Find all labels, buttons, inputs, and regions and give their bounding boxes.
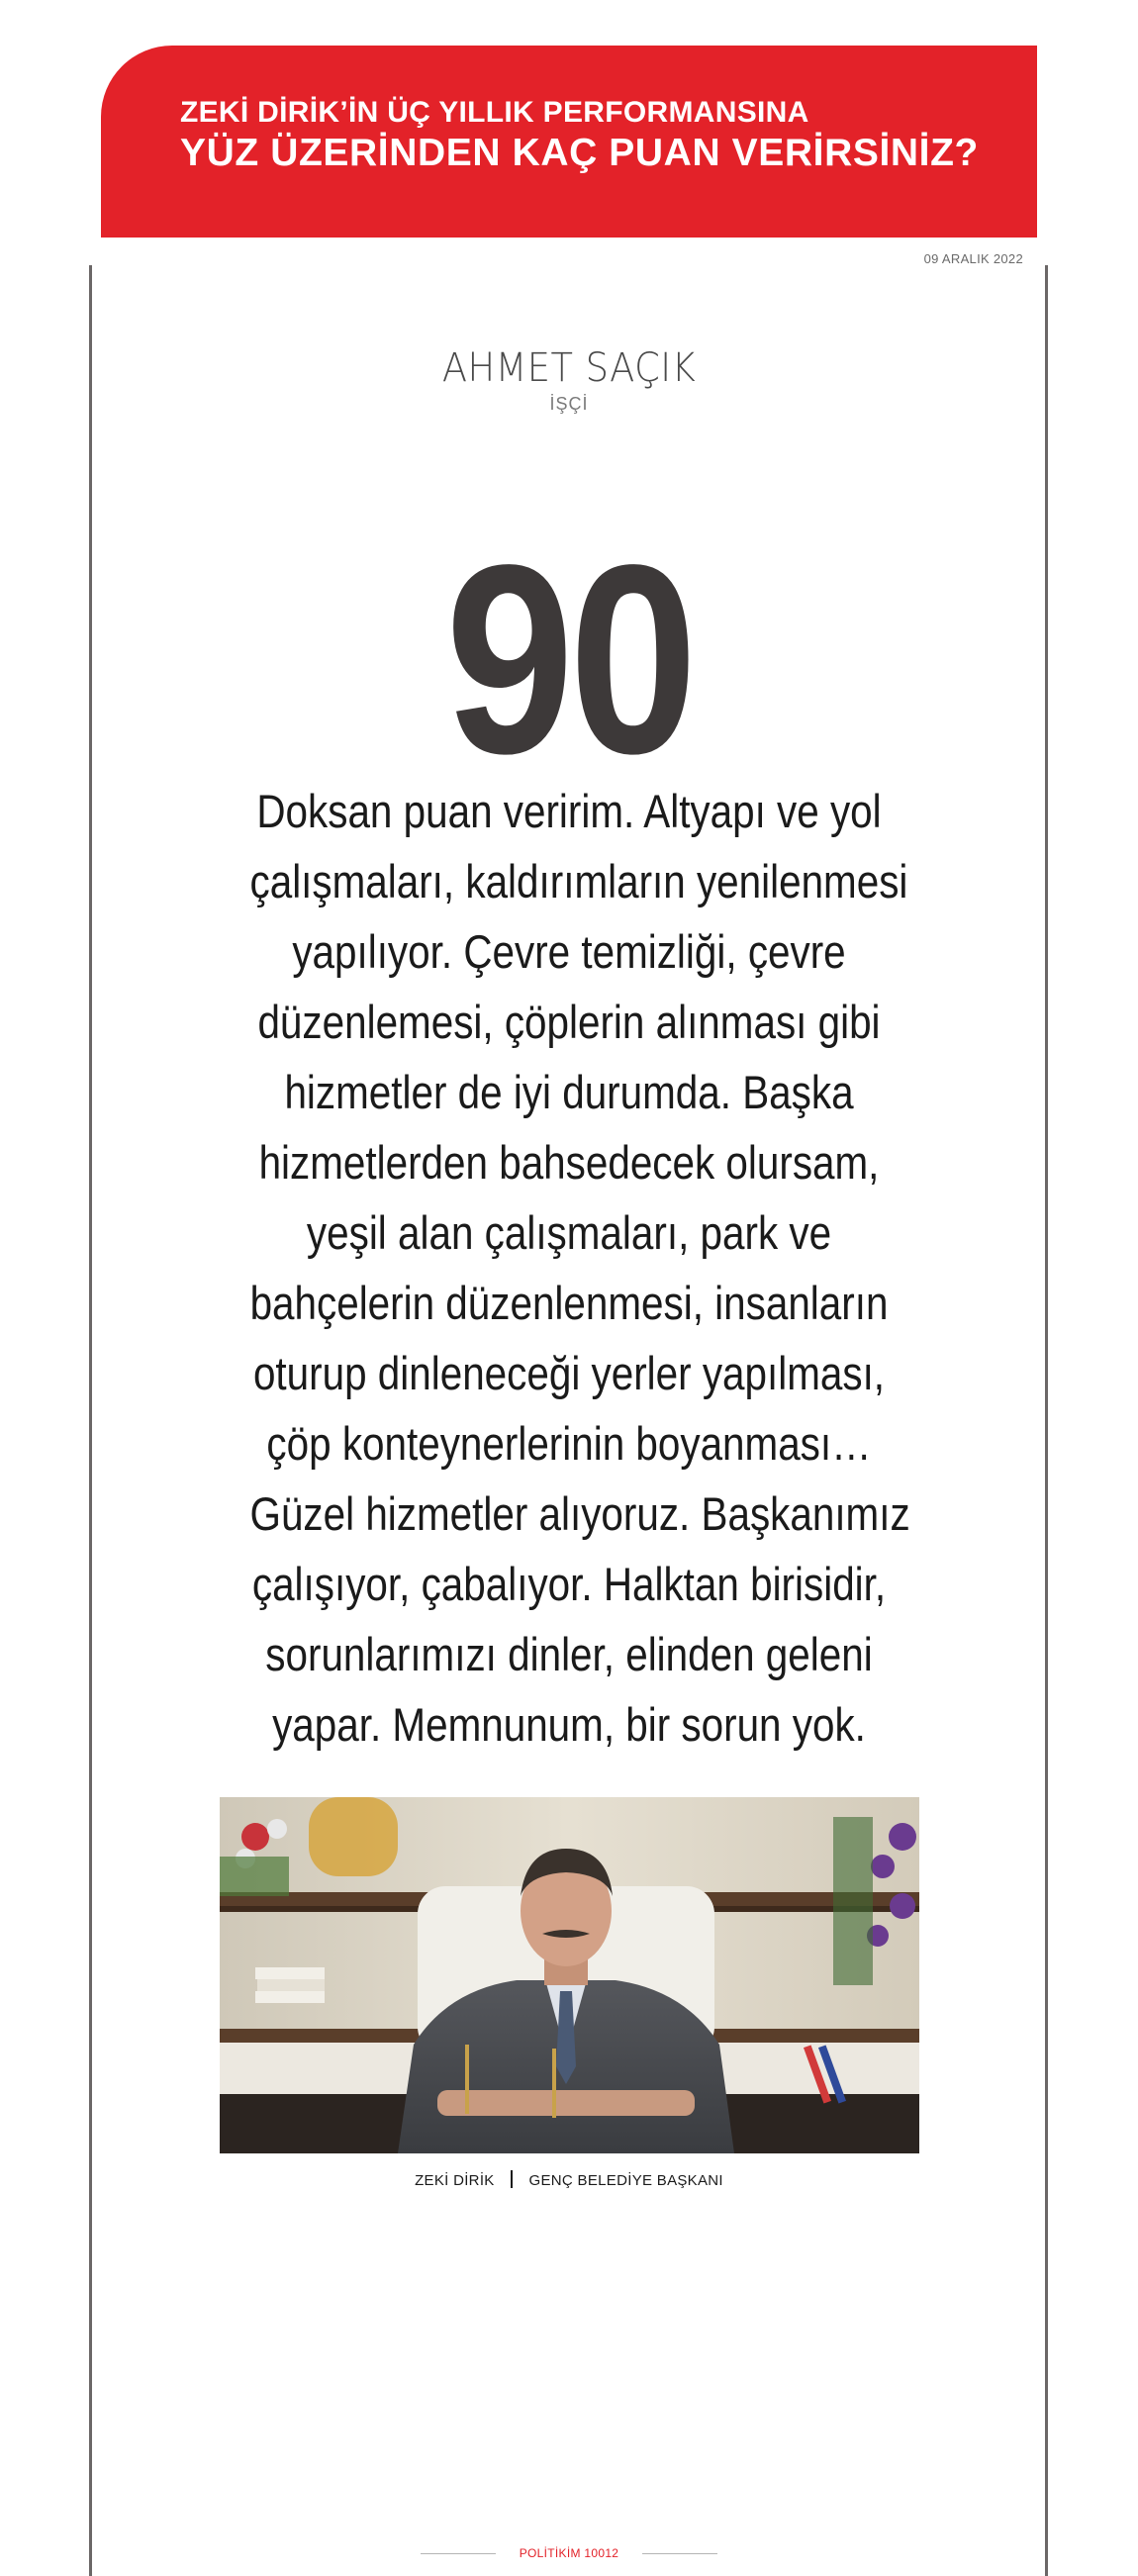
person-role: İŞÇİ [549,394,589,414]
caption-separator [511,2170,513,2188]
comment-line: Güzel hizmetler alıyoruz. Başkanımız [249,1487,910,1540]
header-subtitle: ZEKİ DİRİK’İN ÜÇ YILLIK PERFORMANSINA [180,96,809,129]
comment-line: yapılıyor. Çevre temizliği, çevre [292,925,846,978]
comment-line: hizmetler de iyi durumda. Başka [284,1066,854,1118]
caption-title: GENÇ BELEDİYE BAŞKANI [528,2172,723,2189]
header-title: YÜZ ÜZERİNDEN KAÇ PUAN VERİRSİNİZ? [180,132,979,174]
comment-line: bahçelerin düzenlenmesi, insanların [249,1277,889,1329]
comment-line: çöp konteynerlerinin boyanması… [266,1417,872,1470]
caption-name: ZEKİ DİRİK [415,2172,495,2189]
comment-line: düzenlemesi, çöplerin alınması gibi [257,996,881,1048]
score-value: 90 [445,509,693,810]
person-block [0,344,1138,415]
comment-line: Doksan puan veririm. Altyapı ve yol [256,785,882,837]
comment-text [198,776,940,1760]
mayor-photo [220,1797,919,2153]
footer-label: POLİTİKİM 10012 [519,2546,619,2560]
comment-line: sorunlarımızı dinler, elinden geleni [265,1628,873,1680]
publication-date: 09 ARALIK 2022 [923,251,1023,266]
footer-rule-right [642,2553,717,2554]
person-name: AHMET SAÇIK [441,345,697,391]
page-footer [0,2546,1138,2560]
comment-line: çalışmaları, kaldırımların yenilenmesi [249,855,908,907]
comment-line: çalışıyor, çabalıyor. Halktan birisidir, [251,1558,887,1610]
photo-caption [0,2170,1138,2189]
header-banner [101,46,1037,238]
comment-line: yapar. Memnunum, bir sorun yok. [272,1698,866,1751]
footer-rule-left [421,2553,496,2554]
comment-line: yeşil alan çalışmaları, park ve [306,1206,832,1259]
comment-line: hizmetlerden bahsedecek olursam, [258,1136,880,1189]
comment-line: oturup dinleneceği yerler yapılması, [252,1347,886,1399]
